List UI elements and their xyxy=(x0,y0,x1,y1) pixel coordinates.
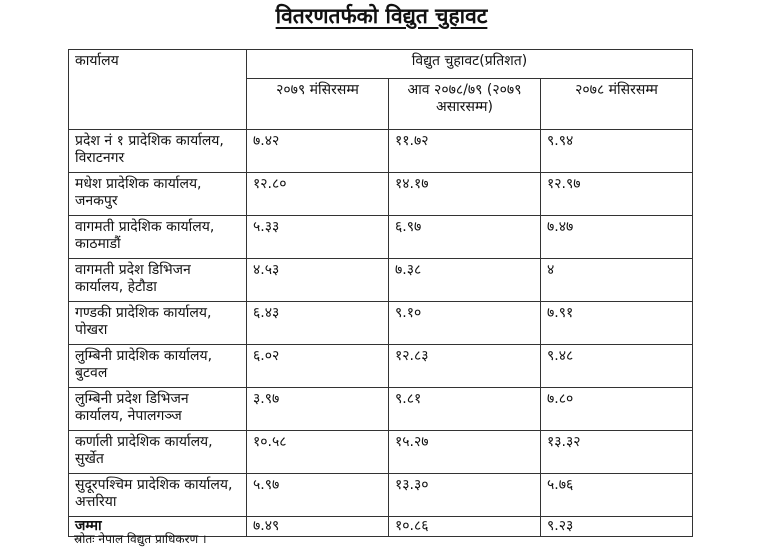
value-2078-mangsir: ५.७६ xyxy=(541,474,693,517)
value-2079-mangsir: ७.४२ xyxy=(247,130,389,173)
value-2078-mangsir: ७.९१ xyxy=(541,302,693,345)
office-cell: गण्डकी प्रादेशिक कार्यालय, पोखरा xyxy=(69,302,247,345)
office-cell: वागमती प्रादेशिक कार्यालय, काठमाडौं xyxy=(69,216,247,259)
value-2079-mangsir: १२.८० xyxy=(247,173,389,216)
total-value-fy-2078-79: १०.८६ xyxy=(389,517,541,537)
value-2078-mangsir: ४ xyxy=(541,259,693,302)
office-cell: प्रदेश नं १ प्रादेशिक कार्यालय, विराटनगर xyxy=(69,130,247,173)
table-row xyxy=(69,388,693,431)
value-fy-2078-79: ११.७२ xyxy=(389,130,541,173)
office-cell: सुदूरपश्चिम प्रादेशिक कार्यालय, अत्तरिया xyxy=(69,474,247,517)
value-2078-mangsir: ९.९४ xyxy=(541,130,693,173)
total-value-2079-mangsir: ७.४९ xyxy=(247,517,389,537)
value-fy-2078-79: ९.८१ xyxy=(389,388,541,431)
value-2079-mangsir: ५.३३ xyxy=(247,216,389,259)
value-2079-mangsir: ६.४३ xyxy=(247,302,389,345)
office-cell: लुम्बिनी प्रदेश डिभिजन कार्यालय, नेपालगञ्ज xyxy=(69,388,247,431)
value-2078-mangsir: १२.९७ xyxy=(541,173,693,216)
value-fy-2078-79: १३.३० xyxy=(389,474,541,517)
value-2079-mangsir: ३.९७ xyxy=(247,388,389,431)
table-row xyxy=(69,474,693,517)
value-fy-2078-79: १५.२७ xyxy=(389,431,541,474)
office-cell: वागमती प्रदेश डिभिजन कार्यालय, हेटौडा xyxy=(69,259,247,302)
office-cell: लुम्बिनी प्रादेशिक कार्यालय, बुटवल xyxy=(69,345,247,388)
table-row xyxy=(69,345,693,388)
value-fy-2078-79: १४.१७ xyxy=(389,173,541,216)
page-title: वितरणतर्फको विद्युत चुहावट xyxy=(275,4,488,28)
value-2079-mangsir: ५.९७ xyxy=(247,474,389,517)
value-fy-2078-79: ७.३८ xyxy=(389,259,541,302)
table-header-row xyxy=(69,50,693,79)
leakage-table xyxy=(68,49,693,537)
value-2079-mangsir: ६.०२ xyxy=(247,345,389,388)
value-2078-mangsir: १३.३२ xyxy=(541,431,693,474)
value-2079-mangsir: ४.५३ xyxy=(247,259,389,302)
source-note: स्रोतः नेपाल विद्युत प्राधिकरण । xyxy=(74,532,207,546)
table-row xyxy=(69,302,693,345)
office-column-header: कार्यालय xyxy=(69,50,247,130)
column-header-2079-mangsir: २०७९ मंसिरसम्म xyxy=(247,79,389,130)
value-2079-mangsir: १०.५८ xyxy=(247,431,389,474)
leakage-group-header: विद्युत चुहावट(प्रतिशत) xyxy=(247,50,693,79)
value-fy-2078-79: १२.८३ xyxy=(389,345,541,388)
value-fy-2078-79: ६.९७ xyxy=(389,216,541,259)
table-body xyxy=(69,130,693,517)
table-row xyxy=(69,173,693,216)
table-row xyxy=(69,431,693,474)
column-header-fy-2078-79: आव २०७८/७९ (२०७९ असारसम्म) xyxy=(389,79,541,130)
total-value-2078-mangsir: ९.२३ xyxy=(541,517,693,537)
table-row xyxy=(69,259,693,302)
value-2078-mangsir: ७.४७ xyxy=(541,216,693,259)
value-2078-mangsir: ९.४८ xyxy=(541,345,693,388)
value-2078-mangsir: ७.८० xyxy=(541,388,693,431)
table-row xyxy=(69,216,693,259)
table-row xyxy=(69,130,693,173)
total-label: जम्मा xyxy=(69,517,247,537)
column-header-2078-mangsir: २०७८ मंसिरसम्म xyxy=(541,79,693,130)
office-cell: मधेश प्रादेशिक कार्यालय, जनकपुर xyxy=(69,173,247,216)
value-fy-2078-79: ९.१० xyxy=(389,302,541,345)
office-cell: कर्णाली प्रादेशिक कार्यालय, सुर्खेत xyxy=(69,431,247,474)
